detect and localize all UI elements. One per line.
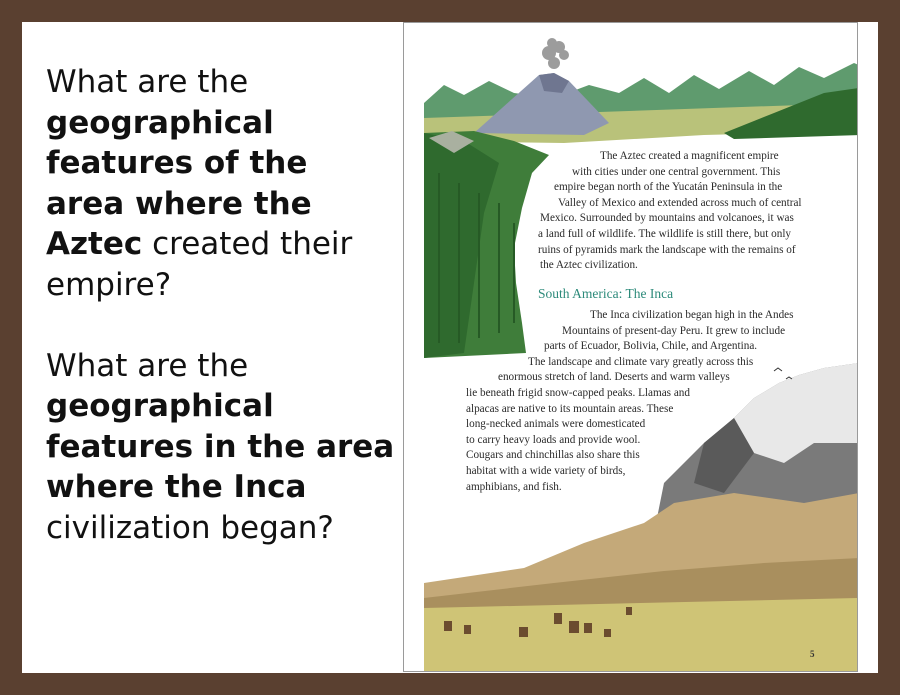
inca-line: The landscape and climate vary greatly across this (528, 355, 754, 368)
inca-line: parts of Ecuador, Bolivia, Chile, and Argentina. (544, 340, 758, 353)
question-aztec (46, 62, 396, 306)
page-number: 5 (810, 649, 815, 659)
grassland (424, 598, 858, 672)
inca-line: habitat with a wide variety of birds, (466, 465, 626, 477)
question-inca-intro: What are the (46, 347, 249, 384)
question-inca (46, 346, 396, 549)
inca-line: long-necked animals were domesticated (466, 418, 646, 431)
inca-line: to carry heavy loads and provide wool. (466, 433, 641, 446)
aztec-line: a land full of wildlife. The wildlife is still there, but only (538, 228, 792, 240)
aztec-line: Valley of Mexico and extended across much of central (558, 196, 802, 209)
aztec-line: empire began north of the Yucatán Peninsula in the (554, 181, 783, 194)
question-aztec-intro: What are the (46, 64, 249, 100)
question-aztec-end: created their empire? (46, 226, 353, 303)
inca-line: The Inca civilization began high in the Andes (590, 309, 794, 321)
aztec-line: The Aztec created a magnificent empire (600, 150, 779, 162)
slide (22, 22, 878, 673)
question-inca-end: civilization began? (46, 509, 334, 546)
question-aztec-bold: geographical features of the area where the Aztec (46, 104, 312, 263)
aztec-line: ruins of pyramids mark the landscape with the remains of (538, 243, 796, 256)
inca-line: enormous stretch of land. Deserts and warm valleys (498, 371, 730, 384)
questions-panel (46, 62, 396, 589)
aztec-line: Mexico. Surrounded by mountains and volcanoes, it was (540, 212, 794, 225)
book-page (403, 22, 858, 672)
inca-line: Cougars and chinchillas also share this (466, 449, 640, 462)
aztec-line: with cities under one central government. This (572, 165, 781, 178)
inca-line: alpacas are native to its mountain areas. These (466, 402, 674, 415)
inca-heading: South America: The Inca (538, 286, 674, 301)
question-inca-bold: geographical features in the area where the Inca (46, 388, 395, 506)
inca-line: lie beneath frigid snow-capped peaks. Llamas and (466, 387, 690, 399)
inca-line: Mountains of present-day Peru. It grew to include (562, 324, 786, 337)
inca-line: amphibians, and fish. (466, 480, 562, 493)
aztec-line: the Aztec civilization. (540, 259, 638, 272)
